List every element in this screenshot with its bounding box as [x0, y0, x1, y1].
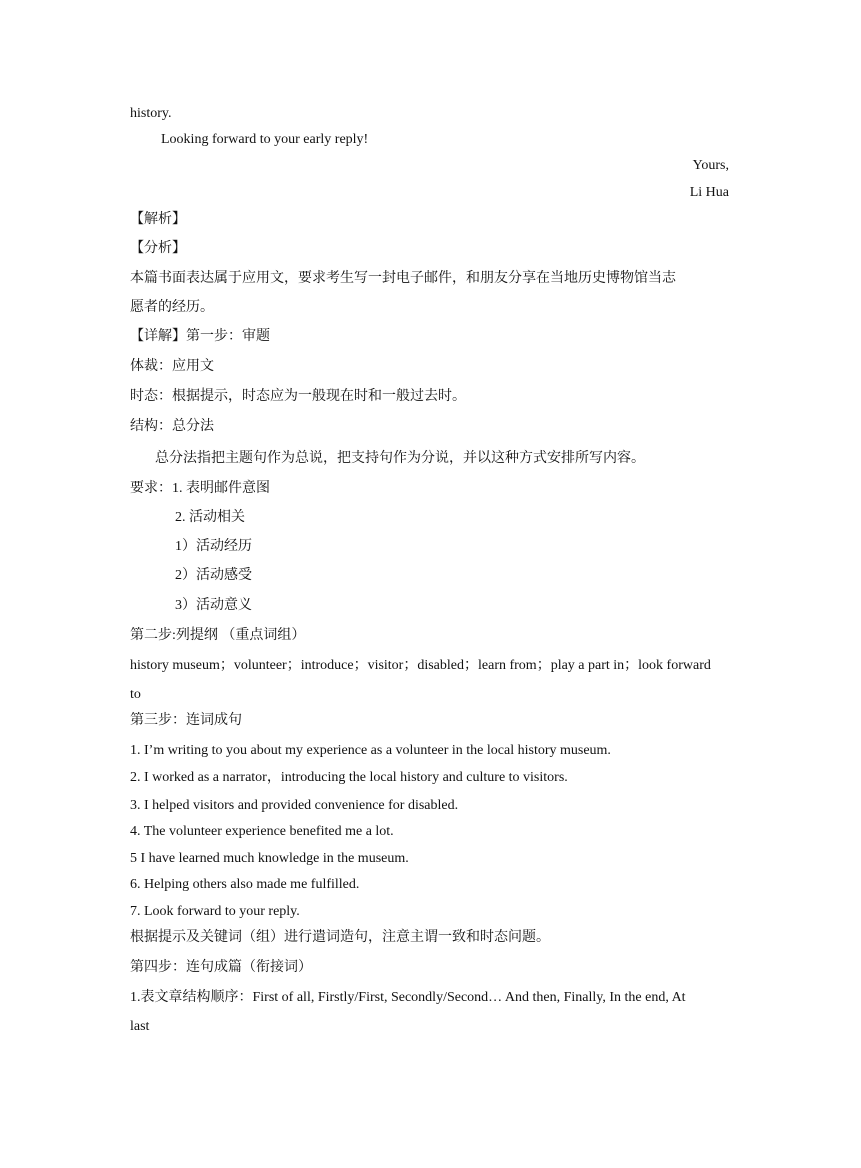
requirement-1: 要求：1. 表明邮件意图: [130, 481, 270, 496]
structure-line: 结构：总分法: [130, 419, 214, 434]
requirement-2: 2. 活动相关: [175, 510, 245, 525]
genre-line: 体裁：应用文: [130, 359, 214, 374]
letter-sign-off: Yours,: [692, 158, 729, 173]
letter-signature: Li Hua: [689, 185, 729, 200]
heading-jiexi: 【解析】: [130, 212, 186, 227]
sentence-item: 4. The volunteer experience benefited me a lot.: [130, 824, 394, 839]
step2-heading: 第二步:列提纲 （重点词组）: [130, 628, 306, 643]
sentence-item: 3. I helped visitors and provided convenience for disabled.: [130, 798, 459, 813]
requirement-2c: 3）活动意义: [175, 598, 252, 613]
requirement-2b: 2）活动感受: [175, 568, 252, 583]
sentence-item: 7. Look forward to your reply.: [130, 904, 300, 919]
requirement-2a: 1）活动经历: [175, 539, 252, 554]
step3-heading: 第三步：连词成句: [130, 713, 242, 728]
analysis-summary-line2: 愿者的经历。: [130, 300, 214, 315]
step4-heading: 第四步：连句成篇（衔接词）: [130, 960, 312, 975]
heading-fenxi: 【分析】: [130, 241, 186, 256]
analysis-summary-line1: 本篇书面表达属于应用文，要求考生写一封电子邮件，和朋友分享在当地历史博物馆当志: [130, 271, 676, 286]
sentence-item: 1. I’m writing to you about my experience as a volunteer in the local history museum.: [130, 743, 611, 758]
letter-tail: history.: [130, 106, 172, 121]
letter-closing-line: Looking forward to your early reply!: [161, 132, 369, 147]
step2-phrases-line1: history museum；volunteer；introduce；visitor；disabled；learn from；play a part in；look forward: [130, 658, 711, 673]
step4-item1-line2: last: [130, 1019, 150, 1034]
sentence-item: 2. I worked as a narrator，introducing the local history and culture to visitors.: [130, 770, 568, 785]
detail-heading: 【详解】第一步：审题: [130, 329, 270, 344]
step2-phrases-line2: to: [130, 687, 141, 702]
step3-note: 根据提示及关键词（组）进行遣词造句，注意主谓一致和时态问题。: [130, 930, 550, 945]
step4-item1-line1: 1.表文章结构顺序：First of all, Firstly/First, Secondly/Second… And then, Finally, In the end, At: [130, 990, 686, 1005]
structure-note: 总分法指把主题句作为总说，把支持句作为分说，并以这种方式安排所写内容。: [155, 451, 645, 466]
sentence-item: 6. Helping others also made me fulfilled.: [130, 877, 360, 892]
sentence-item: 5 I have learned much knowledge in the museum.: [130, 851, 409, 866]
tense-line: 时态：根据提示，时态应为一般现在时和一般过去时。: [130, 389, 466, 404]
